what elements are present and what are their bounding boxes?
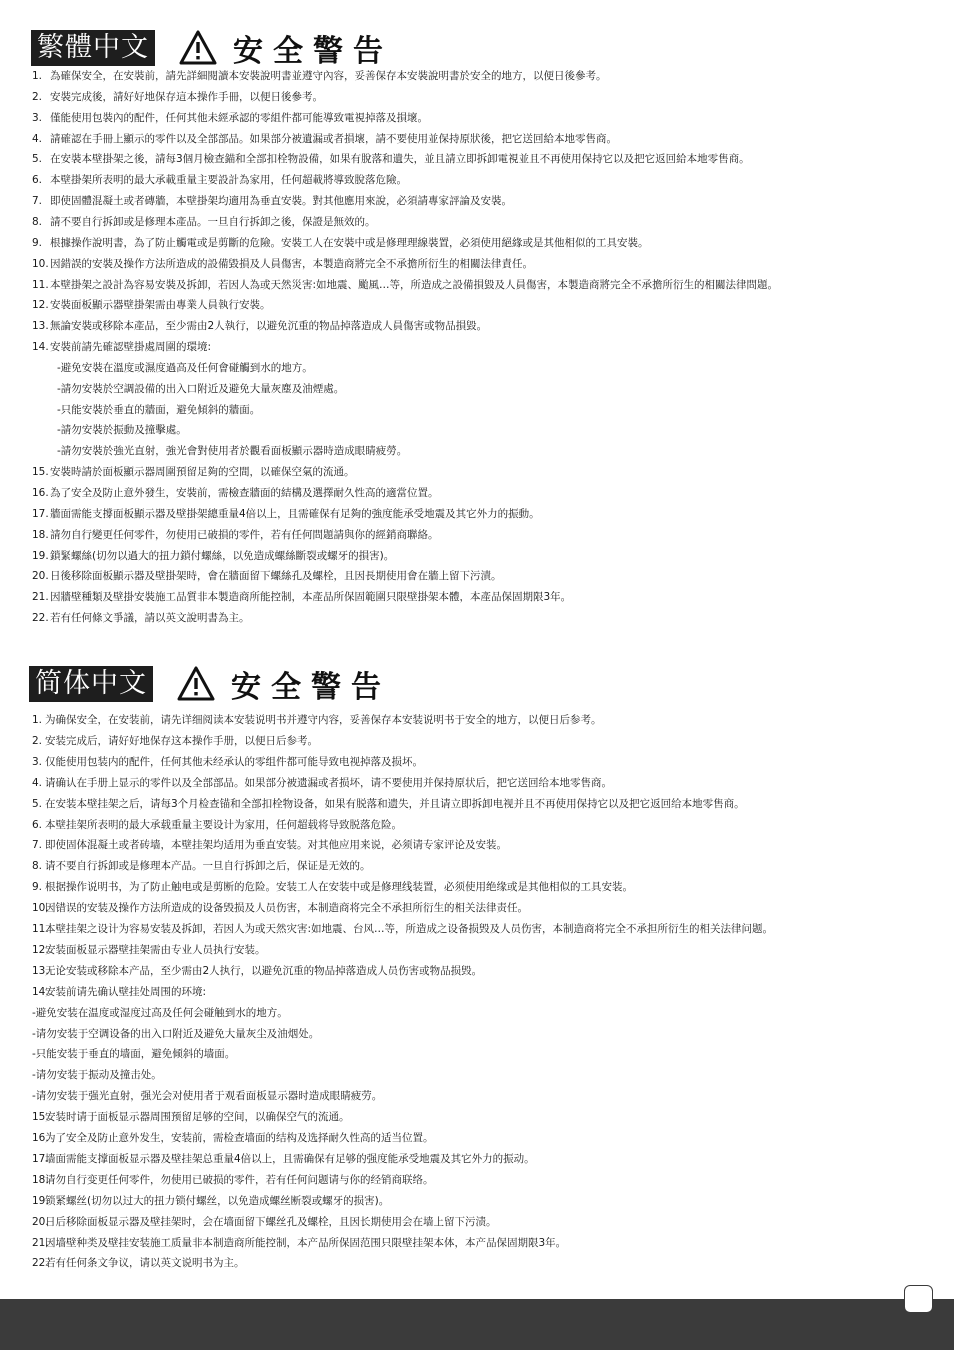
item-text: -请勿安装于空调设备的出入口附近及避免大量灰尘及油烟处。	[32, 1027, 320, 1040]
item-text: 鎖緊螺絲(切勿以過大的扭力鎖付螺絲，以免造成螺絲斷裂或螺牙的損害)。	[50, 549, 395, 562]
list-item	[32, 797, 745, 811]
list-item	[32, 173, 407, 187]
item-number: 22.	[32, 1257, 49, 1270]
item-number: 1.	[32, 70, 43, 82]
list-sub-item	[57, 382, 344, 396]
item-text: 安装前请先确认壁挂处周围的环境:	[45, 985, 207, 998]
list-item	[32, 132, 617, 146]
item-text: -請勿安裝於強光直射，強光會對使用者於觀看面板顯示器時造成眼睛疲勞。	[57, 445, 408, 458]
section-title: 安全警告	[233, 34, 393, 69]
item-text: -请勿安装于强光直射，强光会对使用者于观看面板显示器时造成眼睛疲劳。	[32, 1090, 383, 1103]
list-item	[32, 922, 773, 936]
warning-icon	[179, 30, 217, 66]
list-item	[32, 549, 394, 563]
item-text: 安裝時請於面板顯示器周圍預留足夠的空間，以確保空氣的流通。	[50, 466, 355, 479]
item-number: 21.	[32, 1236, 49, 1249]
list-item	[32, 1152, 535, 1166]
item-text: 即使固体混凝土或者砖墙，本壁挂架均适用为垂直安装。对其他应用来说，必须请专家评论及安装。	[45, 839, 507, 852]
item-text: 安裝完成後，請好好地保存這本操作手冊，以便日後參考。	[50, 90, 323, 103]
item-number: 20.	[32, 1215, 49, 1228]
language-label: 繁體中文	[31, 30, 155, 66]
item-text: 锁紧螺丝(切勿以过大的扭力锁付螺丝，以免造成螺丝断裂或螺牙的损害)。	[45, 1194, 390, 1207]
list-sub-item	[57, 423, 187, 437]
page-number-badge	[904, 1285, 933, 1313]
item-text: 根據操作說明書，為了防止觸電或是剪斷的危險。安裝工人在安裝中或是修理理線裝置，必須使用絕緣或是其他相似的工具安裝。	[50, 236, 649, 249]
list-sub-item	[57, 403, 260, 417]
item-number: 7.	[32, 839, 43, 852]
item-text: 为了安全及防止意外发生，安装前，需检查墙面的结构及选择耐久性高的适当位置。	[45, 1132, 434, 1144]
list-item	[32, 943, 266, 957]
item-number: 14.	[32, 985, 49, 998]
list-item	[32, 859, 371, 873]
list-item	[32, 985, 206, 999]
item-text: 安裝前請先確認壁掛處周圍的環境:	[50, 341, 212, 354]
warning-icon	[177, 666, 215, 702]
item-text: 請不要自行拆卸或是修理本產品。一旦自行拆卸之後，保證是無效的。	[50, 215, 376, 228]
list-item	[32, 755, 423, 769]
list-item	[32, 298, 271, 312]
list-sub-item	[32, 1027, 319, 1041]
item-number: 18.	[32, 528, 49, 541]
simplified-header	[29, 665, 391, 703]
item-text: 牆面需能支撐面板顯示器及壁掛架總重量4倍以上，且需確保有足夠的強度能承受地震及其它外力的振動。	[50, 507, 540, 520]
item-number: 16.	[32, 487, 49, 499]
list-item	[32, 257, 533, 271]
item-number: 9.	[32, 881, 43, 894]
list-item	[32, 319, 487, 333]
list-item	[32, 465, 355, 479]
item-number: 10.	[32, 902, 49, 915]
item-number: 17.	[32, 507, 49, 520]
item-text: -只能安裝於垂直的牆面，避免傾斜的牆面。	[57, 403, 261, 416]
item-text: 安装完成后，请好好地保存这本操作手册，以便日后参考。	[45, 734, 318, 747]
item-text: 本壁掛架之設計為容易安裝及拆卸，若因人為或天然災害:如地震、颱風…等，所造成之設備損毀及人員傷害，本製造商將完全不承擔所衍生的相關法律問題。	[50, 278, 779, 291]
list-item	[32, 1173, 434, 1187]
list-sub-item	[57, 444, 407, 458]
list-item	[32, 713, 602, 727]
list-sub-item	[32, 1047, 235, 1061]
item-number: 2.	[32, 734, 43, 747]
item-number: 6.	[32, 174, 43, 187]
item-text: 请确认在手册上显示的零件以及全部部品。如果部分被遗漏或者损坏，请不要使用并保持原状后，把它送回给本地零售商。	[45, 776, 612, 789]
item-number: 15.	[32, 466, 49, 479]
item-text: 因墙壁种类及壁挂安装施工质量非本制造商所能控制，本产品所保固范围只限壁挂架本体，本产品保固期限3年。	[45, 1236, 567, 1249]
item-number: 4.	[32, 776, 43, 789]
item-text: 請確認在手冊上顯示的零件以及全部部品。如果部分被遺漏或者損壞，請不要使用並保持原狀後，把它送回給本地零售商。	[50, 132, 617, 145]
item-number: 14.	[32, 341, 49, 354]
list-item	[32, 1110, 350, 1124]
item-number: 8.	[32, 860, 43, 873]
item-text: 日后移除面板显示器及壁挂架时，会在墙面留下螺丝孔及螺栓，且因长期使用会在墙上留下污渍。	[45, 1215, 497, 1228]
list-item	[32, 1215, 497, 1229]
item-number: 18.	[32, 1173, 49, 1186]
item-number: 11.	[32, 278, 49, 291]
item-number: 19.	[32, 549, 49, 562]
list-item	[32, 111, 428, 125]
item-number: 5.	[32, 153, 43, 166]
list-item	[32, 1236, 566, 1250]
item-number: 21.	[32, 591, 49, 604]
item-text: 無論安裝或移除本產品，至少需由2人執行，以避免沉重的物品掉落造成人員傷害或物品損毀。	[50, 320, 488, 333]
list-item	[32, 901, 528, 915]
list-item	[32, 590, 571, 604]
item-text: 因錯誤的安裝及操作方法所造成的設備毀損及人員傷害，本製造商將完全不承擔所衍生的相關法律責任。	[50, 257, 533, 270]
list-item	[32, 964, 482, 978]
item-text: 请不要自行拆卸或是修理本产品。一旦自行拆卸之后，保证是无效的。	[45, 860, 371, 873]
list-item	[32, 69, 607, 83]
item-text: 安裝面板顯示器壁掛架需由專業人員執行安裝。	[50, 299, 271, 312]
item-number: 22.	[32, 612, 49, 625]
list-item	[32, 1256, 245, 1270]
list-sub-item	[32, 1006, 288, 1020]
list-item	[32, 611, 250, 625]
item-text: 本壁掛架所表明的最大承載重量主要設計為家用，任何超載將導致脫落危險。	[50, 174, 407, 187]
list-item	[32, 194, 512, 208]
item-text: 安装时请于面板显示器周围预留足够的空间，以确保空气的流通。	[45, 1111, 350, 1124]
item-text: 為了安全及防止意外發生，安裝前，需檢查牆面的結構及選擇耐久性高的適當位置。	[50, 487, 439, 499]
item-number: 13.	[32, 320, 49, 333]
list-item	[32, 340, 211, 354]
item-number: 16.	[32, 1132, 49, 1144]
item-number: 15.	[32, 1111, 49, 1124]
list-sub-item	[57, 361, 313, 375]
item-number: 7.	[32, 195, 43, 208]
list-item	[32, 818, 402, 832]
item-number: 6.	[32, 818, 43, 831]
list-item	[32, 776, 612, 790]
list-item	[32, 1131, 434, 1145]
footer-bar	[0, 1299, 954, 1350]
item-number: 9.	[32, 236, 43, 249]
item-text: 根据操作说明书，为了防止触电或是剪断的危险。安装工人在安装中或是修理线装置，必须使用绝缘或是其他相似的工具安装。	[45, 881, 633, 894]
list-sub-item	[32, 1068, 162, 1082]
item-text: 仅能使用包装内的配件，任何其他未经承认的零组件都可能导致电视掉落及损坏。	[45, 755, 423, 768]
item-number: 11.	[32, 923, 49, 935]
item-text: 即使固體混凝土或者磚牆，本壁掛架均適用為垂直安裝。對其他應用來說，必須請專家評論及安裝。	[50, 195, 512, 208]
item-text: 为确保安全，在安装前，请先详细阅读本安装说明书并遵守内容，妥善保存本安装说明书于安全的地方，以便日后参考。	[45, 714, 602, 726]
item-number: 3.	[32, 111, 43, 124]
list-item	[32, 569, 502, 583]
list-item	[32, 528, 439, 542]
item-number: 12.	[32, 299, 49, 312]
item-text: 若有任何条文争议，请以英文说明书为主。	[45, 1257, 245, 1270]
traditional-header	[31, 29, 393, 67]
item-number: 5.	[32, 797, 43, 810]
section-title: 安全警告	[231, 670, 391, 705]
list-item	[32, 838, 507, 852]
item-text: -避免安装在温度或湿度过高及任何会碰触到水的地方。	[32, 1006, 288, 1019]
list-sub-item	[32, 1089, 382, 1103]
item-text: 因牆壁種類及壁掛安裝施工品質非本製造商所能控制，本產品所保固範圍只限壁掛架本體，本產品保固期限3年。	[50, 591, 572, 604]
list-item	[32, 236, 649, 250]
item-text: 在安装本壁挂架之后，请每3个月检查锚和全部扣栓物设备，如果有脱落和遗失，并且请立即拆卸电视并且不再使用保持它以及把它返回给本地零售商。	[45, 797, 745, 810]
item-number: 19.	[32, 1194, 49, 1207]
list-item	[32, 215, 376, 229]
list-item	[32, 880, 633, 894]
item-number: 12.	[32, 943, 49, 956]
list-item	[32, 278, 778, 292]
list-item	[32, 507, 540, 521]
item-number: 13.	[32, 964, 49, 977]
list-item	[32, 734, 318, 748]
item-text: 本壁挂架之设计为容易安装及拆卸，若因人为或天然灾害:如地震、台风…等，所造成之设备损毁及人员伤害，本制造商将完全不承担所衍生的相关法律问题。	[45, 923, 774, 935]
list-item	[32, 486, 439, 500]
item-number: 4.	[32, 132, 43, 145]
list-item	[32, 152, 750, 166]
item-text: 若有任何條文爭議，請以英文說明書為主。	[50, 612, 250, 625]
item-number: 17.	[32, 1152, 49, 1165]
list-item	[32, 1194, 389, 1208]
item-text: -避免安裝在溫度或濕度過高及任何會碰觸到水的地方。	[57, 361, 313, 374]
item-number: 3.	[32, 755, 43, 768]
item-number: 20.	[32, 570, 49, 583]
item-text: 请勿自行变更任何零件，勿使用已破损的零件，若有任何问题请与你的经销商联络。	[45, 1173, 434, 1186]
item-text: -請勿安裝於空調設備的出入口附近及避免大量灰塵及油煙處。	[57, 382, 345, 395]
item-text: 本壁挂架所表明的最大承载重量主要设计为家用，任何超载将导致脱落危险。	[45, 818, 402, 831]
item-text: 僅能使用包裝內的配件，任何其他未經承認的零組件都可能導致電視掉落及損壞。	[50, 111, 428, 124]
item-number: 8.	[32, 215, 43, 228]
list-item	[32, 90, 323, 104]
item-text: -請勿安裝於振動及撞擊處。	[57, 424, 187, 437]
item-text: -请勿安装于振动及撞击处。	[32, 1069, 162, 1082]
item-text: -只能安装于垂直的墙面，避免倾斜的墙面。	[32, 1048, 236, 1061]
item-text: 為確保安全，在安裝前，請先詳細閱讀本安裝說明書並遵守內容，妥善保存本安裝說明書於安全的地方，以便日後參考。	[50, 70, 607, 82]
item-text: 在安裝本壁掛架之後，請每3個月檢查錨和全部扣栓物設備，如果有脫落和遺失，並且請立即拆卸電視並且不再使用保持它以及把它返回給本地零售商。	[50, 153, 750, 166]
item-text: 請勿自行變更任何零件，勿使用已破損的零件，若有任何問題請與你的經銷商聯絡。	[50, 528, 439, 541]
item-number: 1.	[32, 714, 43, 726]
language-label: 简体中文	[29, 666, 153, 702]
item-text: 因错误的安装及操作方法所造成的设备毁损及人员伤害，本制造商将完全不承担所衍生的相关法律责任。	[45, 902, 528, 915]
item-number: 2.	[32, 90, 43, 103]
item-text: 无论安装或移除本产品，至少需由2人执行，以避免沉重的物品掉落造成人员伤害或物品损毁。	[45, 964, 483, 977]
item-number: 10.	[32, 257, 49, 270]
item-text: 安装面板显示器壁挂架需由专业人员执行安装。	[45, 943, 266, 956]
item-text: 日後移除面板顯示器及壁掛架時，會在牆面留下螺絲孔及螺栓，且因長期使用會在牆上留下污漬。	[50, 570, 502, 583]
item-text: 墙面需能支撑面板显示器及壁挂架总重量4倍以上，且需确保有足够的强度能承受地震及其它外力的振动。	[45, 1152, 535, 1165]
